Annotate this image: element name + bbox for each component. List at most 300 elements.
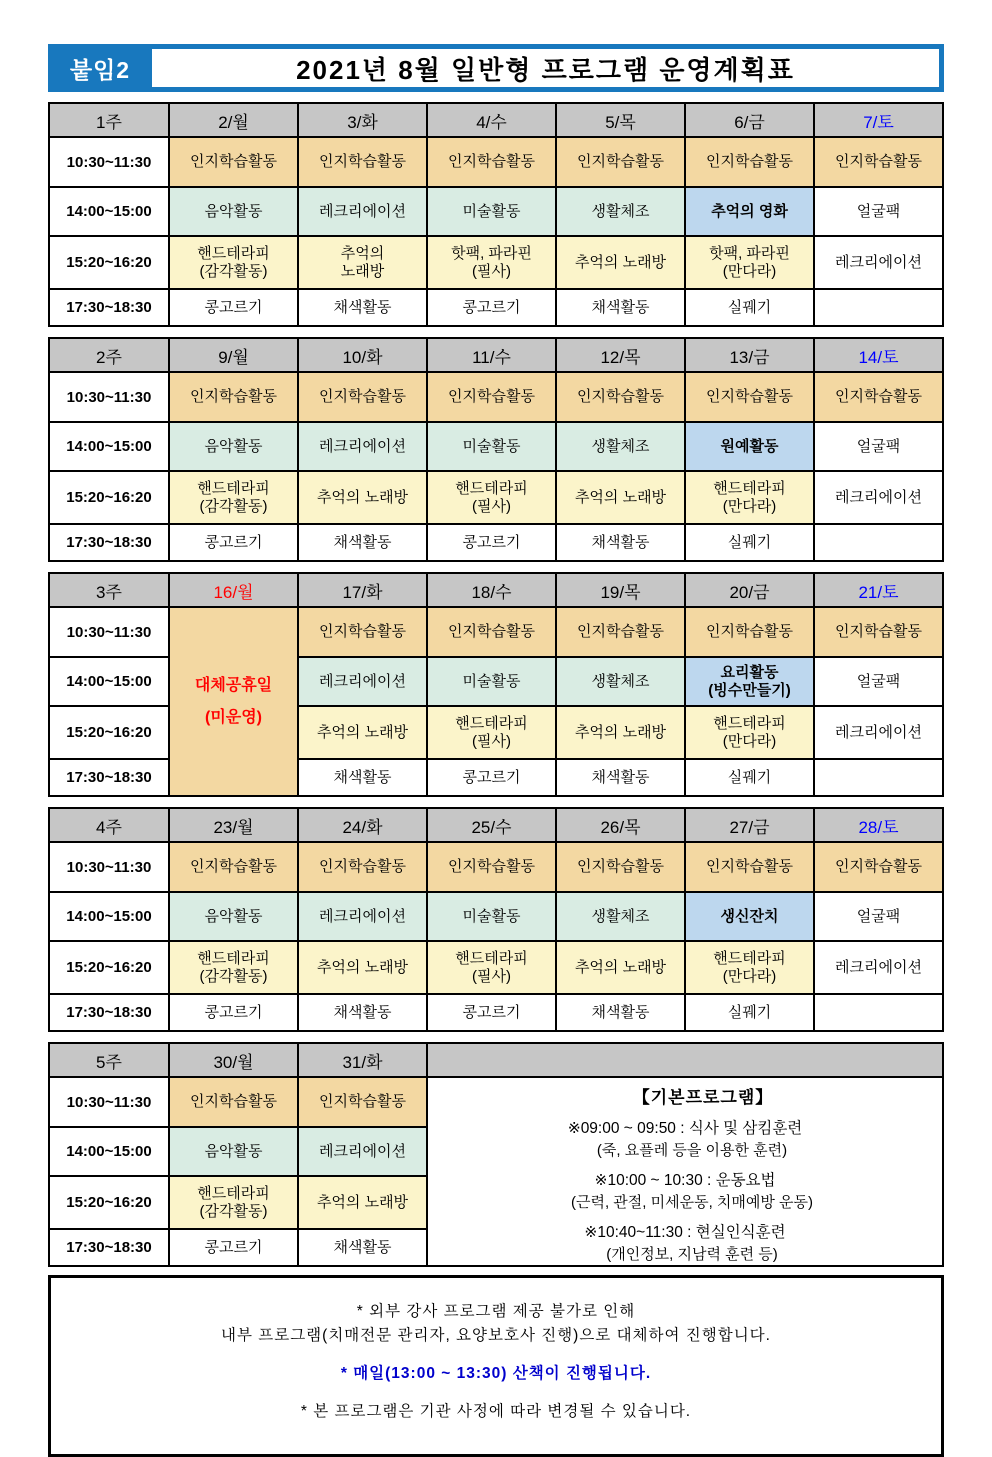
week-header-row (49, 573, 943, 607)
day-header: 16/월 (169, 573, 298, 607)
schedule-cell (814, 236, 943, 289)
cell-text-line: 채색활동 (591, 533, 650, 551)
cell-text-line: 실꿰기 (727, 298, 772, 316)
schedule-cell (298, 842, 427, 892)
cell-text-line: 인지학습활동 (190, 153, 277, 171)
schedule-cell (685, 524, 814, 561)
info-item-sub: (죽, 요플레 등을 이용한 훈련) (596, 1141, 788, 1159)
week-header-row (49, 808, 943, 842)
note-line: * 매일(13:00 ~ 13:30) 산책이 진행됩니다. (340, 1365, 652, 1383)
schedule-cell (427, 706, 556, 759)
schedule-cell (556, 759, 685, 796)
day-header: 10/화 (298, 338, 427, 372)
cell-text-line: 핸드테라피 (455, 949, 528, 967)
cell-text-line: 인지학습활동 (448, 153, 535, 171)
cell-text-line: 채색활동 (591, 768, 650, 786)
schedule-cell (169, 842, 298, 892)
cell-text-line: 콩고르기 (204, 1238, 263, 1256)
week-label: 5주 (49, 1043, 169, 1077)
schedule-cell (298, 994, 427, 1031)
schedule-cell (169, 236, 298, 289)
cell-text-line: 추억의 노래방 (316, 1193, 409, 1211)
week-header (49, 103, 943, 137)
schedule-cell (814, 759, 943, 796)
time-label: 10:30~11:30 (49, 137, 169, 187)
cell-text-line: 콩고르기 (462, 533, 521, 551)
schedule-cell (169, 1176, 298, 1229)
cell-text-line: 채색활동 (333, 1238, 392, 1256)
day-header: 23/월 (169, 808, 298, 842)
info-item-sub: (근력, 관절, 미세운동, 치매예방 운동) (570, 1193, 814, 1211)
week-body (49, 607, 943, 796)
time-label: 17:30~18:30 (49, 524, 169, 561)
schedule-cell (169, 422, 298, 471)
cell-text-line: 추억의 노래방 (316, 723, 409, 741)
schedule-row (49, 1077, 943, 1127)
schedule-cell (685, 892, 814, 941)
schedule-cell (814, 187, 943, 236)
schedule-cell (427, 657, 556, 706)
week-body (49, 1077, 943, 1266)
schedule-row (49, 842, 943, 892)
schedule-cell (427, 422, 556, 471)
week-header (49, 573, 943, 607)
schedule-row (49, 137, 943, 187)
day-header: 26/목 (556, 808, 685, 842)
cell-text-line: 인지학습활동 (577, 388, 664, 406)
schedule-cell (427, 471, 556, 524)
cell-text-line: 생활체조 (591, 437, 650, 455)
time-label: 15:20~16:20 (49, 236, 169, 289)
page-title: 2021년 8월 일반형 프로그램 운영계획표 (152, 49, 939, 87)
basic-program-info-box (427, 1077, 943, 1266)
cell-text-line: 채색활동 (333, 768, 392, 786)
day-header: 17/화 (298, 573, 427, 607)
week-4-table (48, 807, 944, 1032)
schedule-cell (427, 941, 556, 994)
schedule-row (49, 607, 943, 657)
cell-text-line: 추억의 노래방 (574, 253, 667, 271)
cell-text-line: 핸드테라피 (455, 479, 528, 497)
cell-text-line: 레크리에이션 (319, 1142, 406, 1160)
schedule-cell (556, 994, 685, 1031)
schedule-cell (298, 1077, 427, 1127)
time-label: 17:30~18:30 (49, 289, 169, 326)
note-line: 내부 프로그램(치매전문 관리자, 요양보호사 진행)으로 대체하여 진행합니다. (221, 1327, 771, 1345)
cell-text-line: 얼굴팩 (856, 437, 901, 455)
day-header: 9/월 (169, 338, 298, 372)
cell-text-line: 대체공휴일 (194, 676, 273, 694)
document-header (48, 44, 944, 92)
week-label: 3주 (49, 573, 169, 607)
cell-text-line: 핸드테라피 (455, 714, 528, 732)
day-header: 13/금 (685, 338, 814, 372)
cell-text-line: 레크리에이션 (835, 253, 922, 271)
schedule-cell (298, 471, 427, 524)
schedule-row (49, 524, 943, 561)
time-label: 10:30~11:30 (49, 842, 169, 892)
cell-text-line: 인지학습활동 (706, 623, 793, 641)
cell-text-line: 실꿰기 (727, 1003, 772, 1021)
schedule-cell (169, 1229, 298, 1266)
cell-text-line: 요리활동 (720, 663, 779, 681)
cell-text-line: 인지학습활동 (577, 623, 664, 641)
note-line: * 외부 강사 프로그램 제공 불가로 인해 (356, 1303, 636, 1320)
schedule-cell (427, 524, 556, 561)
cell-text-line: (감각활동) (199, 1202, 268, 1220)
schedule-cell (169, 524, 298, 561)
schedule-cell (556, 524, 685, 561)
schedule-cell (685, 607, 814, 657)
schedule-cell (814, 422, 943, 471)
info-item (430, 1220, 940, 1264)
schedule-cell (169, 471, 298, 524)
cell-text-line: 인지학습활동 (319, 388, 406, 406)
footer-notes-box (48, 1275, 944, 1457)
attachment-badge: 붙임2 (69, 56, 131, 83)
schedule-cell (814, 289, 943, 326)
schedule-cell (169, 994, 298, 1031)
cell-text-line: 인지학습활동 (835, 388, 922, 406)
cell-text-line: (만다라) (722, 497, 777, 515)
schedule-row (49, 994, 943, 1031)
cell-text-line: 인지학습활동 (448, 623, 535, 641)
schedule-cell (298, 706, 427, 759)
day-header: 7/토 (814, 103, 943, 137)
day-header: 12/목 (556, 338, 685, 372)
schedule-cell (298, 289, 427, 326)
cell-text-line: 인지학습활동 (319, 1093, 406, 1111)
time-label: 17:30~18:30 (49, 1229, 169, 1266)
day-header: 31/화 (298, 1043, 427, 1077)
day-header: 18/수 (427, 573, 556, 607)
cell-text-line: 인지학습활동 (319, 623, 406, 641)
cell-text-line: 생활체조 (591, 907, 650, 925)
schedule-cell (169, 289, 298, 326)
schedule-cell (427, 759, 556, 796)
schedule-cell (298, 1127, 427, 1176)
week-header (49, 808, 943, 842)
note-line: * 본 프로그램은 기관 사정에 따라 변경될 수 있습니다. (300, 1403, 692, 1421)
week-label: 4주 (49, 808, 169, 842)
empty-header-filler (427, 1043, 943, 1077)
schedule-cell (298, 1176, 427, 1229)
schedule-cell (556, 657, 685, 706)
schedule-cell (814, 471, 943, 524)
day-header: 25/수 (427, 808, 556, 842)
week-label: 1주 (49, 103, 169, 137)
cell-text-line: 콩고르기 (204, 298, 263, 316)
cell-text-line: 인지학습활동 (319, 858, 406, 876)
cell-text-line: 실꿰기 (727, 533, 772, 551)
note (59, 1400, 933, 1424)
schedule-cell (298, 941, 427, 994)
cell-text-line: 추억의 노래방 (316, 488, 409, 506)
schedule-cell (298, 892, 427, 941)
cell-text-line: 인지학습활동 (706, 858, 793, 876)
cell-text-line: 핫팩, 파라핀 (709, 244, 790, 262)
info-item-head: ※09:00 ~ 09:50 : 식사 및 삼킴훈련 (567, 1119, 803, 1137)
cell-text-line: (필사) (472, 497, 511, 515)
schedule-cell (814, 892, 943, 941)
day-header: 28/토 (814, 808, 943, 842)
schedule-cell (685, 994, 814, 1031)
schedule-cell (298, 236, 427, 289)
schedule-cell (685, 137, 814, 187)
cell-text-line: 핸드테라피 (197, 244, 270, 262)
schedule-cell (169, 941, 298, 994)
schedule-cell (685, 657, 814, 706)
schedule-cell (427, 236, 556, 289)
schedule-cell (169, 187, 298, 236)
holiday-cell (169, 607, 298, 796)
cell-text-line: 채색활동 (591, 1003, 650, 1021)
time-label: 17:30~18:30 (49, 994, 169, 1031)
schedule-row (49, 236, 943, 289)
schedule-cell (556, 289, 685, 326)
day-header: 21/토 (814, 573, 943, 607)
cell-text-line: 추억의 노래방 (574, 488, 667, 506)
schedule-cell (427, 289, 556, 326)
time-label: 15:20~16:20 (49, 471, 169, 524)
cell-text-line: 미술활동 (462, 202, 521, 220)
schedule-cell (427, 842, 556, 892)
schedule-cell (556, 372, 685, 422)
day-header: 14/토 (814, 338, 943, 372)
cell-text-line: (필사) (472, 262, 511, 280)
info-box-title: 【기본프로그램】 (632, 1087, 774, 1107)
cell-text-line: 음악활동 (204, 437, 263, 455)
week-header (49, 1043, 943, 1077)
schedule-cell (298, 607, 427, 657)
schedule-tables (48, 102, 944, 1267)
time-label: 14:00~15:00 (49, 1127, 169, 1176)
week-body (49, 842, 943, 1031)
cell-text-line: 인지학습활동 (577, 153, 664, 171)
schedule-cell (814, 941, 943, 994)
cell-text-line: (미운영) (204, 708, 263, 726)
info-item-sub: (개인정보, 지남력 훈련 등) (606, 1245, 778, 1263)
cell-text-line: 레크리에이션 (835, 488, 922, 506)
cell-text-line: 레크리에이션 (319, 202, 406, 220)
schedule-cell (685, 187, 814, 236)
cell-text-line: 레크리에이션 (319, 907, 406, 925)
cell-text-line: (감각활동) (199, 967, 268, 985)
schedule-cell (556, 422, 685, 471)
info-item-head: ※10:00 ~ 10:30 : 운동요법 (594, 1171, 776, 1189)
note (59, 1362, 933, 1386)
cell-text-line: 인지학습활동 (190, 388, 277, 406)
cell-text-line: (빙수만들기) (708, 681, 791, 699)
schedule-cell (427, 187, 556, 236)
cell-text-line: 노래방 (340, 262, 385, 280)
time-label: 15:20~16:20 (49, 1176, 169, 1229)
cell-text-line: 미술활동 (462, 907, 521, 925)
cell-text-line: 핫팩, 파라핀 (451, 244, 532, 262)
info-item (430, 1116, 940, 1160)
schedule-row (49, 372, 943, 422)
schedule-cell (427, 892, 556, 941)
schedule-cell (685, 236, 814, 289)
schedule-row (49, 941, 943, 994)
week-header-row (49, 103, 943, 137)
time-label: 10:30~11:30 (49, 607, 169, 657)
schedule-cell (298, 137, 427, 187)
cell-text-line: (필사) (472, 967, 511, 985)
cell-text-line: 얼굴팩 (856, 202, 901, 220)
schedule-row (49, 422, 943, 471)
week-label: 2주 (49, 338, 169, 372)
cell-text-line: 인지학습활동 (448, 858, 535, 876)
schedule-cell (556, 236, 685, 289)
schedule-cell (169, 372, 298, 422)
schedule-cell (685, 941, 814, 994)
schedule-cell (685, 759, 814, 796)
cell-text-line: 생활체조 (591, 672, 650, 690)
info-item-head: ※10:40~11:30 : 현실인식훈련 (584, 1223, 786, 1241)
cell-text-line: 핸드테라피 (713, 479, 786, 497)
schedule-cell (298, 422, 427, 471)
time-label: 14:00~15:00 (49, 657, 169, 706)
cell-text-line: 인지학습활동 (835, 623, 922, 641)
week-5-table (48, 1042, 944, 1267)
schedule-cell (685, 706, 814, 759)
schedule-cell (814, 607, 943, 657)
cell-text-line: 음악활동 (204, 202, 263, 220)
schedule-row (49, 892, 943, 941)
schedule-cell (298, 372, 427, 422)
schedule-cell (169, 137, 298, 187)
cell-text-line: 레크리에이션 (319, 437, 406, 455)
schedule-cell (814, 994, 943, 1031)
cell-text-line: 음악활동 (204, 1142, 263, 1160)
schedule-row (49, 187, 943, 236)
week-1-table (48, 102, 944, 327)
day-header: 3/화 (298, 103, 427, 137)
cell-text-line: (감각활동) (199, 497, 268, 515)
time-label: 10:30~11:30 (49, 1077, 169, 1127)
schedule-cell (814, 372, 943, 422)
schedule-cell (814, 706, 943, 759)
info-item (430, 1168, 940, 1212)
schedule-cell (685, 471, 814, 524)
note (59, 1300, 933, 1348)
schedule-cell (298, 187, 427, 236)
schedule-cell (814, 137, 943, 187)
cell-text-line: 인지학습활동 (835, 858, 922, 876)
cell-text-line: 인지학습활동 (190, 1093, 277, 1111)
schedule-cell (685, 372, 814, 422)
cell-text-line: 콩고르기 (462, 1003, 521, 1021)
schedule-cell (427, 372, 556, 422)
schedule-cell (814, 842, 943, 892)
week-3-table (48, 572, 944, 797)
cell-text-line: 음악활동 (204, 907, 263, 925)
cell-text-line: 생신잔치 (720, 907, 779, 925)
cell-text-line: 인지학습활동 (835, 153, 922, 171)
schedule-cell (814, 657, 943, 706)
time-label: 15:20~16:20 (49, 941, 169, 994)
time-label: 17:30~18:30 (49, 759, 169, 796)
schedule-row (49, 289, 943, 326)
schedule-cell (556, 607, 685, 657)
day-header: 19/목 (556, 573, 685, 607)
cell-text-line: 인지학습활동 (577, 858, 664, 876)
day-header: 2/월 (169, 103, 298, 137)
schedule-cell (298, 524, 427, 561)
cell-text-line: (필사) (472, 732, 511, 750)
day-header: 30/월 (169, 1043, 298, 1077)
cell-text-line: 얼굴팩 (856, 907, 901, 925)
cell-text-line: (만다라) (722, 262, 777, 280)
schedule-cell (685, 842, 814, 892)
cell-text-line: 콩고르기 (462, 298, 521, 316)
week-header-row (49, 338, 943, 372)
schedule-cell (169, 1127, 298, 1176)
schedule-cell (298, 657, 427, 706)
schedule-row (49, 471, 943, 524)
week-body (49, 137, 943, 326)
cell-text-line: 미술활동 (462, 672, 521, 690)
schedule-cell (427, 994, 556, 1031)
cell-text-line: 인지학습활동 (448, 388, 535, 406)
cell-text-line: 인지학습활동 (319, 153, 406, 171)
schedule-cell (427, 607, 556, 657)
schedule-cell (685, 289, 814, 326)
cell-text-line: 핸드테라피 (713, 949, 786, 967)
cell-text-line: (감각활동) (199, 262, 268, 280)
cell-text-line: 추억의 노래방 (574, 723, 667, 741)
cell-text-line: 인지학습활동 (706, 153, 793, 171)
cell-text-line: 추억의 노래방 (316, 958, 409, 976)
cell-text-line: (만다라) (722, 732, 777, 750)
cell-text-line: (만다라) (722, 967, 777, 985)
schedule-cell (556, 137, 685, 187)
cell-text-line: 추억의 (340, 244, 385, 262)
cell-text-line: 핸드테라피 (197, 949, 270, 967)
cell-text-line: 레크리에이션 (835, 958, 922, 976)
day-header: 24/화 (298, 808, 427, 842)
cell-text-line: 레크리에이션 (319, 672, 406, 690)
time-label: 14:00~15:00 (49, 187, 169, 236)
time-label: 14:00~15:00 (49, 892, 169, 941)
schedule-cell (814, 524, 943, 561)
cell-text-line: 콩고르기 (204, 1003, 263, 1021)
week-header-row (49, 1043, 943, 1077)
schedule-cell (556, 187, 685, 236)
time-label: 15:20~16:20 (49, 706, 169, 759)
schedule-cell (556, 706, 685, 759)
cell-text-line: 콩고르기 (462, 768, 521, 786)
schedule-cell (169, 892, 298, 941)
cell-text-line: 원예활동 (720, 437, 779, 455)
cell-text-line: 핸드테라피 (197, 479, 270, 497)
day-header: 20/금 (685, 573, 814, 607)
day-header: 6/금 (685, 103, 814, 137)
schedule-cell (556, 471, 685, 524)
schedule-cell (685, 422, 814, 471)
cell-text-line: 채색활동 (333, 1003, 392, 1021)
cell-text-line: 추억의 노래방 (574, 958, 667, 976)
cell-text-line: 생활체조 (591, 202, 650, 220)
week-2-table (48, 337, 944, 562)
day-header: 27/금 (685, 808, 814, 842)
day-header: 5/목 (556, 103, 685, 137)
schedule-cell (298, 1229, 427, 1266)
schedule-cell (556, 892, 685, 941)
schedule-cell (556, 941, 685, 994)
cell-text-line: 레크리에이션 (835, 723, 922, 741)
